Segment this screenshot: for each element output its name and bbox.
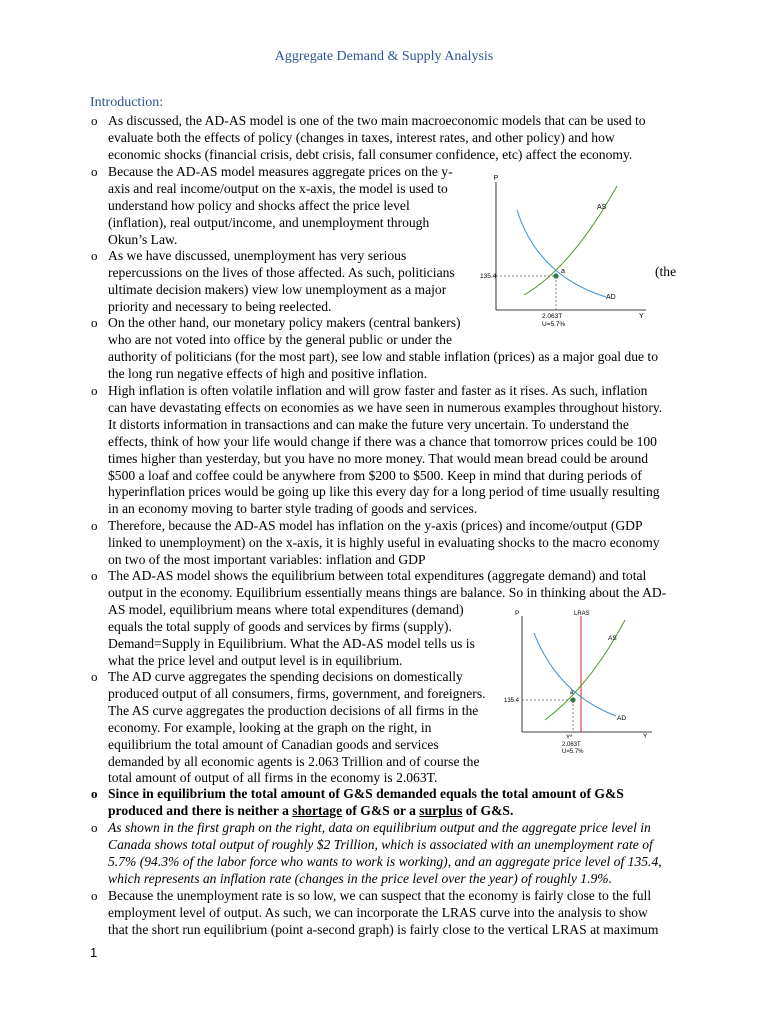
unemployment-label: U=5.7% <box>562 749 584 755</box>
bullet-marker: o <box>91 786 98 801</box>
bullet-marker: o <box>91 164 98 179</box>
bullet-marker: o <box>91 669 98 684</box>
paragraph-1: As discussed, the AD-AS model is one of the two main macroeconomic models that can be used to evaluate both the effects of policy (changes in taxes, interest rates, and other policy) and how economic shocks (financial crisis, debt crisis, fall consumer confidence, etc) affect the economy. <box>108 113 646 162</box>
paragraph-11: Because the unemployment rate is so low, we can suspect that the economy is fairly close to the full employment level of output. As such, we can incorporate the LRAS curve into the analysis to show that the short run equilibrium (point a-second graph) is fairly close to the vertical LRAS at maximum <box>108 888 659 937</box>
paragraph-2: Because the AD-AS model measures aggregate prices on the y- axis and real income/output on the x-axis, the model is used to understand how policy and shocks affect the price level (inflation), real output/income, and unemployment through Okun’s Law. <box>108 164 453 247</box>
paragraph-7: The AD-AS model shows the equilibrium between total expenditures (aggregate demand) and total output in the economy. Equilibrium essentially means things are balance. So in thinking about the AD- AS model, equilibrium means where total expenditures (demand) equals the total supply of goods and services by firms (supply). Demand=Supply in Equilibrium. What the AD-AS model tells us is what the price level and output level is in equilibrium. <box>108 568 667 668</box>
bullet-marker: o <box>91 888 98 903</box>
bullet-marker: o <box>91 113 98 128</box>
x-axis-label: Y <box>643 733 648 740</box>
bullet-marker: o <box>91 248 98 263</box>
ystar-tick-label: Y* <box>566 735 573 741</box>
price-tick-label: 135.4 <box>480 273 497 280</box>
y-axis-label: P <box>515 610 520 617</box>
as-label: AS <box>597 204 607 211</box>
ad-as-lras-graph-2 <box>500 606 660 756</box>
document-title: Aggregate Demand & Supply Analysis <box>274 49 494 64</box>
paragraph-8: The AD curve aggregates the spending decisions on domestically produced output of all consumers, firms, government, and foreigners. The AS curve aggregates the production decisions of all firms in the economy. For example, looking at the graph on the right, in equilibrium the total amount of Canadian goods and services demanded by all economic agents is 2.063 Trillion and of course the total amount of output of all firms in the economy is 2.063T. <box>108 669 486 786</box>
lras-label: LRAS <box>574 611 590 617</box>
ad-curve <box>517 210 606 297</box>
y-axis-label: P <box>493 175 499 182</box>
point-a-label: a <box>561 268 565 275</box>
as-label: AS <box>608 635 617 642</box>
paragraph-4: On the other hand, our monetary policy makers (central bankers) who are not voted into office by the general public or under the authority of politicians (for the most part), see low and stable inflation (prices) as a major goal due to the long run negative effects of high and positive inflation. <box>108 315 659 381</box>
paragraph-9: Since in equilibrium the total amount of G&S demanded equals the total amount of G&S produced and there is neither a shortage of G&S or a surplus of G&S. <box>108 786 624 818</box>
x-axis-label: Y <box>639 313 644 320</box>
page-number: 1 <box>90 945 98 960</box>
unemployment-label: U=5.7% <box>542 321 566 328</box>
bullet-marker: o <box>91 518 98 533</box>
output-tick-label: 2.063T <box>562 742 581 748</box>
paragraph-5: High inflation is often volatile inflation and will grow faster and faster as it rises. As such, inflation can have devastating effects on economies as we have seen in numerous examples throughout history. It distorts information in transactions and can make the future very uncertain. To understand the effects, think of how your life would change if there was a chance that tomorrow prices could be 100 times higher than yesterday, but you have no more money. That would mean bread could be around $500 a loaf and coffee could be anywhere from $200 to $500. Keep in mind that during periods of hyperinflation prices would be going up like this every day for a long period of time usually resulting in an economy moving to barter style trading of goods and services. <box>108 383 663 517</box>
bullet-marker: o <box>91 315 98 330</box>
ad-label: AD <box>606 294 616 301</box>
paragraph-3: As we have discussed, unemployment has very serious repercussions on the lives of those affected. As such, politicians ultimate decision makers) view low unemployment as a major priority and necessary to being reelected. <box>108 248 455 314</box>
as-curve <box>524 186 617 295</box>
ad-curve <box>534 633 616 716</box>
intro-heading: Introduction: <box>90 95 164 110</box>
shortage-term: shortage <box>292 802 343 818</box>
bullet-marker: o <box>91 383 98 398</box>
bullet-marker: o <box>91 820 98 835</box>
bullet-marker: o <box>91 568 98 583</box>
equilibrium-point <box>553 273 558 278</box>
paren-the-text: (the <box>655 264 677 279</box>
surplus-term: surplus <box>419 802 463 818</box>
equilibrium-point <box>570 697 575 702</box>
ad-as-graph-1 <box>476 168 656 332</box>
price-tick-label: 135.4 <box>504 698 520 704</box>
paragraph-6: Therefore, because the AD-AS model has inflation on the y-axis (prices) and income/output (GDP linked to unemployment) on the x-axis, it is highly useful in evaluating shocks to the macro economy on two of the most important variables: inflation and GDP <box>108 518 660 567</box>
point-a-label: a <box>570 689 574 696</box>
output-tick-label: 2.063T <box>542 313 563 320</box>
ad-label: AD <box>617 715 627 722</box>
paragraph-10: As shown in the first graph on the right, data on equilibrium output and the aggregate price level in Canada shows total output of roughly $2 Trillion, which is associated with an unemployment rate of 5.7% (94.3% of the labor force who wants to work is working), and an aggregate price level of 135.4, which represents an inflation rate (changes in the price level over the year) of roughly 1.9%. <box>108 820 662 886</box>
